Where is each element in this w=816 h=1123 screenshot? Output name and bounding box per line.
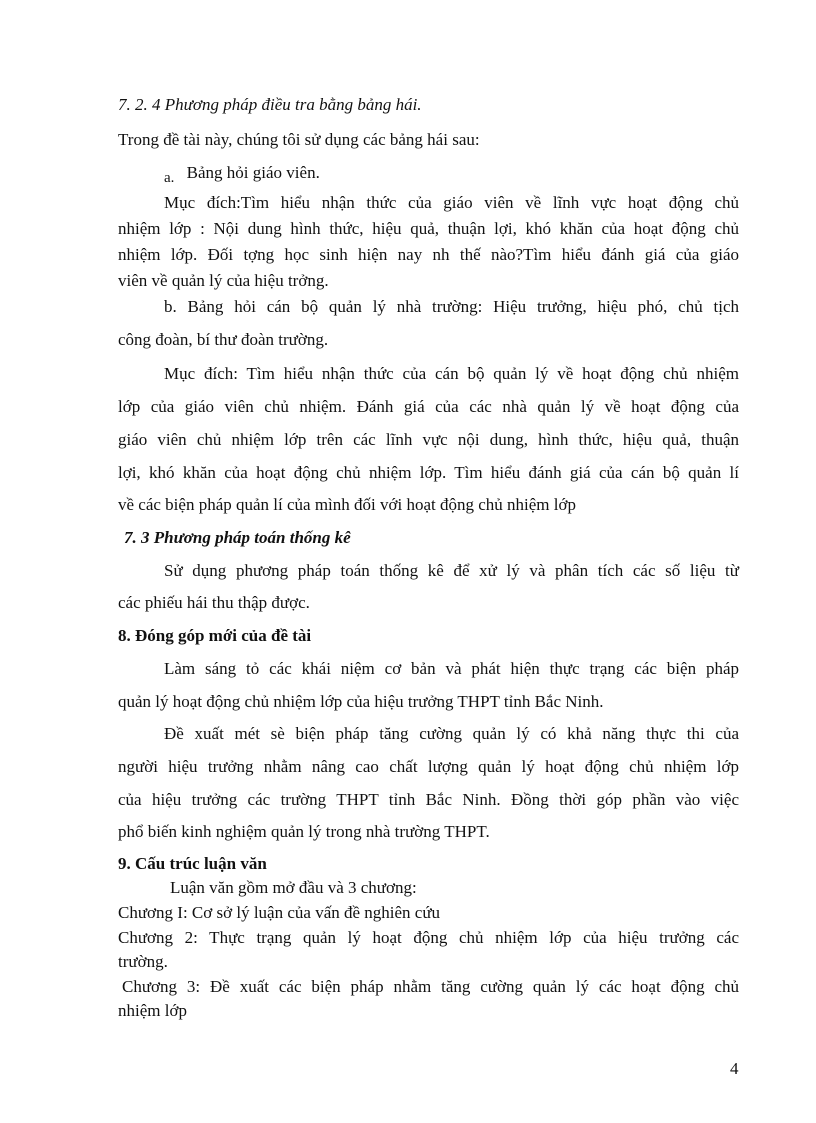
item-b-line: b. Bảng hỏi cán bộ quản lý nhà trường: Hiệu trưởng, hiệu phó, chủ tịch <box>164 297 739 316</box>
purpose-b-line: giáo viên chủ nhiệm lớp trên các lĩnh vực nội dung, hình thức, hiệu quả, thuận <box>118 430 739 449</box>
purpose-a-line: nhiệm lớp. Đối tợng học sinh hiện nay nh thế nào?Tìm hiểu đánh giá của giáo <box>118 245 739 264</box>
section-7-3-heading: 7. 3 Phương pháp toán thống kê <box>124 528 351 547</box>
intro-line: Trong đề tài này, chúng tôi sử dụng các bảng hái sau: <box>118 130 480 149</box>
chapter-2-line: trường. <box>118 952 168 971</box>
section-8-para2-line: Đề xuất mét sè biện pháp tăng cường quản lý có khả năng thực thi của <box>164 724 739 743</box>
section-8-para2-line: người hiệu trưởng nhằm nâng cao chất lượng quản lý hoạt động chủ nhiệm lớp <box>118 757 739 776</box>
section-8-para2-line: phổ biến kinh nghiệm quản lý trong nhà trường THPT. <box>118 822 490 841</box>
chapter-3-line: Chương 3: Đề xuất các biện pháp nhằm tăng cường quản lý các hoạt động chủ <box>122 977 739 996</box>
chapter-1: Chương I: Cơ sở lý luận của vấn đề nghiên cứu <box>118 903 441 922</box>
section-7-2-4-heading: 7. 2. 4 Phương pháp điều tra bằng bảng hái. <box>118 95 422 114</box>
item-a-label: Bảng hỏi giáo viên. <box>186 163 320 182</box>
section-8-para2-line: của hiệu trưởng các trường THPT tỉnh Bắc Ninh. Đồng thời góp phần vào việc <box>118 790 739 809</box>
purpose-a-line: nhiệm lớp : Nội dung hình thức, hiệu quả, thuận lợi, khó khăn của hoạt động chủ <box>118 219 739 238</box>
purpose-b-line: lớp của giáo viên chủ nhiệm. Đánh giá của các nhà quản lý về hoạt động của <box>118 397 739 416</box>
chapter-3-line: nhiệm lớp <box>118 1001 187 1020</box>
item-b-line: công đoàn, bí thư đoàn trường. <box>118 330 329 349</box>
purpose-a-line: Mục đích:Tìm hiểu nhận thức của giáo viên về lĩnh vực hoạt động chủ <box>164 193 739 212</box>
section-8-para1-line: quản lý hoạt động chủ nhiệm lớp của hiệu trưởng THPT tỉnh Bắc Ninh. <box>118 692 604 711</box>
item-a <box>164 162 320 185</box>
item-a-marker: a. <box>164 170 175 186</box>
page-number: 4 <box>730 1059 739 1078</box>
purpose-b-line: lợi, khó khăn của hoạt động chủ nhiệm lớp. Tìm hiểu đánh giá của cán bộ quản lí <box>118 463 739 482</box>
purpose-b-line: về các biện pháp quản lí của mình đối với hoạt động chủ nhiệm lớp <box>118 495 576 514</box>
section-7-3-line: các phiếu hái thu thập được. <box>118 593 310 612</box>
chapter-2-line: Chương 2: Thực trạng quản lý hoạt động chủ nhiệm lớp của hiệu trưởng các <box>118 928 739 947</box>
section-7-3-line: Sử dụng phương pháp toán thống kê để xử lý và phân tích các số liệu từ <box>164 561 739 580</box>
section-8-heading: 8. Đóng góp mới của đề tài <box>118 626 312 645</box>
purpose-a-line: viên về quản lý của hiệu trởng. <box>118 271 329 290</box>
purpose-b-line: Mục đích: Tìm hiểu nhận thức của cán bộ quản lý về hoạt động chủ nhiệm <box>164 364 739 383</box>
section-9-intro: Luận văn gồm mở đầu và 3 chương: <box>170 878 417 897</box>
section-8-para1-line: Làm sáng tỏ các khái niệm cơ bản và phát hiện thực trạng các biện pháp <box>164 659 739 678</box>
section-9-heading: 9. Cấu trúc luận văn <box>118 854 267 873</box>
